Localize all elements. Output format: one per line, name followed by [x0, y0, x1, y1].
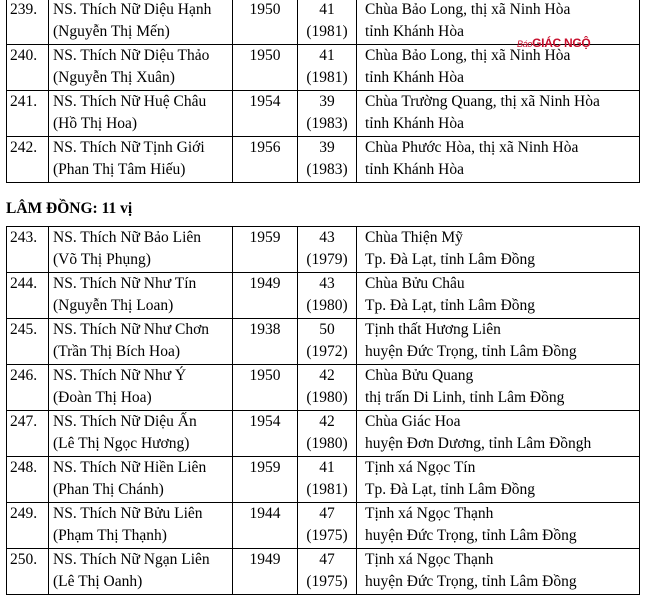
table-body — [7, 0, 640, 183]
place-cell-place1: Chùa Phước Hòa, thị xã Ninh Hòa — [365, 139, 579, 156]
age-cell-since: (1975) — [306, 527, 348, 544]
birth-year-cell — [233, 273, 298, 319]
table-khanh-hoa — [6, 0, 640, 183]
place-cell-place1: Chùa Bảo Long, thị xã Ninh Hòa — [365, 1, 571, 18]
table-row — [7, 365, 640, 411]
row-number-no: 246. — [10, 367, 38, 384]
age-cell-since: (1980) — [306, 389, 348, 406]
row-number-no: 239. — [10, 1, 38, 18]
birth-year-cell — [233, 319, 298, 365]
name-cell-name: NS. Thích Nữ Bửu Liên — [53, 505, 203, 522]
place-cell — [357, 0, 640, 45]
name-cell-name: NS. Thích Nữ Diệu Thảo — [53, 47, 210, 64]
birth-year-cell — [233, 227, 298, 273]
birth-year-cell-year: 1954 — [249, 93, 281, 110]
place-cell — [357, 91, 640, 137]
age-cell — [298, 45, 357, 91]
place-cell-place2: Tp. Đà Lạt, tỉnh Lâm Đồng — [365, 297, 536, 314]
name-cell-name: NS. Thích Nữ Như Tín — [53, 275, 197, 292]
name-cell — [49, 91, 233, 137]
place-cell-place1: Tịnh xá Ngọc Thạnh — [365, 505, 494, 522]
name-cell-lay: (Nguyễn Thị Xuân) — [53, 69, 175, 86]
place-cell-place2: huyện Đơn Dương, tỉnh Lâm Đồngh — [365, 435, 592, 452]
name-cell-lay: (Đoàn Thị Hoa) — [53, 389, 152, 406]
table-row — [7, 411, 640, 457]
place-cell — [357, 227, 640, 273]
birth-year-cell — [233, 365, 298, 411]
name-cell-lay: (Trần Thị Bích Hoa) — [53, 343, 181, 360]
table-body — [7, 227, 640, 595]
row-number — [7, 411, 49, 457]
birth-year-cell-year: 1950 — [249, 47, 281, 64]
name-cell-name: NS. Thích Nữ Diệu Hạnh — [53, 1, 212, 18]
row-number-no: 248. — [10, 459, 38, 476]
row-number — [7, 457, 49, 503]
age-cell-age: 43 — [319, 275, 335, 292]
place-cell-place1: Tịnh thất Hương Liên — [365, 321, 501, 338]
name-cell-name: NS. Thích Nữ Tịnh Giới — [53, 139, 205, 156]
table-row — [7, 45, 640, 91]
place-cell — [357, 411, 640, 457]
place-cell-place1: Chùa Giác Hoa — [365, 413, 461, 430]
birth-year-cell-year: 1949 — [249, 275, 281, 292]
birth-year-cell — [233, 0, 298, 45]
table-row — [7, 549, 640, 595]
table-row — [7, 273, 640, 319]
age-cell — [298, 273, 357, 319]
watermark-name: GIÁC NGỘ — [532, 36, 591, 50]
age-cell-since: (1983) — [306, 161, 348, 178]
name-cell-name: NS. Thích Nữ Huệ Châu — [53, 93, 207, 110]
birth-year-cell-year: 1944 — [249, 505, 281, 522]
name-cell-lay: (Võ Thị Phụng) — [53, 251, 151, 268]
name-cell-name: NS. Thích Nữ Như Chơn — [53, 321, 210, 338]
age-cell — [298, 365, 357, 411]
age-cell-since: (1981) — [306, 23, 348, 40]
name-cell — [49, 227, 233, 273]
place-cell-place2: tỉnh Khánh Hòa — [365, 161, 465, 178]
place-cell-place1: Tịnh xá Ngọc Tín — [365, 459, 476, 476]
birth-year-cell-year: 1938 — [249, 321, 281, 338]
name-cell-lay: (Nguyễn Thị Mến) — [53, 23, 170, 40]
name-cell — [49, 457, 233, 503]
age-cell-age: 42 — [319, 413, 335, 430]
age-cell-age: 42 — [319, 367, 335, 384]
place-cell — [357, 503, 640, 549]
birth-year-cell-year: 1956 — [249, 139, 281, 156]
place-cell — [357, 45, 640, 91]
place-cell — [357, 365, 640, 411]
age-cell — [298, 91, 357, 137]
place-cell-place2: thị trấn Di Linh, tỉnh Lâm Đồng — [365, 389, 565, 406]
birth-year-cell — [233, 45, 298, 91]
row-number — [7, 273, 49, 319]
place-cell-place2: Tp. Đà Lạt, tỉnh Lâm Đồng — [365, 481, 536, 498]
place-cell-place2: huyện Đức Trọng, tỉnh Lâm Đồng — [365, 343, 577, 360]
age-cell-age: 41 — [319, 47, 335, 64]
name-cell — [49, 365, 233, 411]
name-cell — [49, 549, 233, 595]
watermark-prefix: Báo — [517, 39, 533, 49]
name-cell — [49, 319, 233, 365]
name-cell — [49, 273, 233, 319]
place-cell — [357, 549, 640, 595]
birth-year-cell-year: 1959 — [249, 229, 281, 246]
age-cell — [298, 227, 357, 273]
table-row — [7, 457, 640, 503]
birth-year-cell — [233, 411, 298, 457]
name-cell-name: NS. Thích Nữ Hiền Liên — [53, 459, 207, 476]
age-cell-since: (1983) — [306, 115, 348, 132]
age-cell — [298, 457, 357, 503]
age-cell-since: (1980) — [306, 435, 348, 452]
name-cell — [49, 411, 233, 457]
section-heading: LÂM ĐỒNG: 11 vị — [6, 200, 133, 217]
table-row — [7, 227, 640, 273]
table-row — [7, 91, 640, 137]
place-cell-place1: Chùa Bửu Quang — [365, 367, 474, 384]
age-cell — [298, 503, 357, 549]
place-cell-place1: Chùa Bửu Châu — [365, 275, 465, 292]
place-cell-place2: tỉnh Khánh Hòa — [365, 115, 465, 132]
row-number-no: 245. — [10, 321, 38, 338]
birth-year-cell — [233, 503, 298, 549]
place-cell — [357, 457, 640, 503]
place-cell-place2: tỉnh Khánh Hòa — [365, 23, 465, 40]
age-cell-since: (1981) — [306, 481, 348, 498]
row-number — [7, 0, 49, 45]
birth-year-cell — [233, 91, 298, 137]
name-cell-lay: (Phạm Thị Thạnh) — [53, 527, 167, 544]
age-cell — [298, 411, 357, 457]
age-cell-age: 41 — [319, 1, 335, 18]
age-cell-since: (1980) — [306, 297, 348, 314]
name-cell-lay: (Lê Thị Oanh) — [53, 573, 143, 590]
birth-year-cell — [233, 457, 298, 503]
row-number — [7, 503, 49, 549]
place-cell-place2: Tp. Đà Lạt, tỉnh Lâm Đồng — [365, 251, 536, 268]
place-cell-place2: tỉnh Khánh Hòa — [365, 69, 465, 86]
birth-year-cell-year: 1950 — [249, 1, 281, 18]
age-cell-since: (1981) — [306, 69, 348, 86]
age-cell-age: 41 — [319, 459, 335, 476]
row-number-no: 243. — [10, 229, 38, 246]
name-cell-lay: (Nguyễn Thị Loan) — [53, 297, 174, 314]
birth-year-cell — [233, 137, 298, 183]
birth-year-cell-year: 1949 — [249, 551, 281, 568]
name-cell — [49, 0, 233, 45]
row-number-no: 244. — [10, 275, 38, 292]
place-cell — [357, 273, 640, 319]
row-number-no: 242. — [10, 139, 38, 156]
name-cell-lay: (Phan Thị Chánh) — [53, 481, 164, 498]
birth-year-cell-year: 1950 — [249, 367, 281, 384]
name-cell-lay: (Lê Thị Ngọc Hương) — [53, 435, 190, 452]
age-cell-age: 43 — [319, 229, 335, 246]
place-cell-place1: Chùa Bảo Long, thị xã Ninh Hòa — [365, 47, 571, 64]
name-cell-name: NS. Thích Nữ Như Ý — [53, 367, 187, 384]
age-cell-age: 47 — [319, 505, 335, 522]
row-number — [7, 365, 49, 411]
row-number — [7, 549, 49, 595]
row-number — [7, 137, 49, 183]
row-number-no: 250. — [10, 551, 38, 568]
age-cell — [298, 137, 357, 183]
age-cell-age: 39 — [319, 139, 335, 156]
name-cell-name: NS. Thích Nữ Bảo Liên — [53, 229, 202, 246]
age-cell — [298, 549, 357, 595]
name-cell-name: NS. Thích Nữ Diệu Ấn — [53, 413, 197, 430]
table-row — [7, 319, 640, 365]
birth-year-cell — [233, 549, 298, 595]
table-lam-dong — [6, 226, 640, 595]
row-number-no: 249. — [10, 505, 38, 522]
name-cell-lay: (Phan Thị Tâm Hiếu) — [53, 161, 186, 178]
age-cell-since: (1972) — [306, 343, 348, 360]
age-cell — [298, 0, 357, 45]
row-number — [7, 227, 49, 273]
name-cell — [49, 45, 233, 91]
table-row — [7, 503, 640, 549]
birth-year-cell-year: 1954 — [249, 413, 281, 430]
birth-year-cell-year: 1959 — [249, 459, 281, 476]
watermark-logo — [517, 36, 590, 50]
age-cell — [298, 319, 357, 365]
table-row — [7, 137, 640, 183]
place-cell-place1: Tịnh xá Ngọc Thạnh — [365, 551, 494, 568]
age-cell-since: (1979) — [306, 251, 348, 268]
name-cell — [49, 137, 233, 183]
row-number-no: 240. — [10, 47, 38, 64]
row-number — [7, 91, 49, 137]
place-cell-place1: Chùa Thiện Mỹ — [365, 229, 463, 246]
row-number-no: 247. — [10, 413, 38, 430]
age-cell-age: 47 — [319, 551, 335, 568]
place-cell — [357, 137, 640, 183]
age-cell-since: (1975) — [306, 573, 348, 590]
row-number-no: 241. — [10, 93, 38, 110]
row-number — [7, 319, 49, 365]
place-cell-place2: huyện Đức Trọng, tỉnh Lâm Đồng — [365, 573, 577, 590]
row-number — [7, 45, 49, 91]
age-cell-age: 39 — [319, 93, 335, 110]
name-cell-lay: (Hồ Thị Hoa) — [53, 115, 138, 132]
name-cell — [49, 503, 233, 549]
place-cell-place1: Chùa Trường Quang, thị xã Ninh Hòa — [365, 93, 600, 110]
place-cell — [357, 319, 640, 365]
age-cell-age: 50 — [319, 321, 335, 338]
name-cell-name: NS. Thích Nữ Ngạn Liên — [53, 551, 210, 568]
place-cell-place2: huyện Đức Trọng, tỉnh Lâm Đồng — [365, 527, 577, 544]
